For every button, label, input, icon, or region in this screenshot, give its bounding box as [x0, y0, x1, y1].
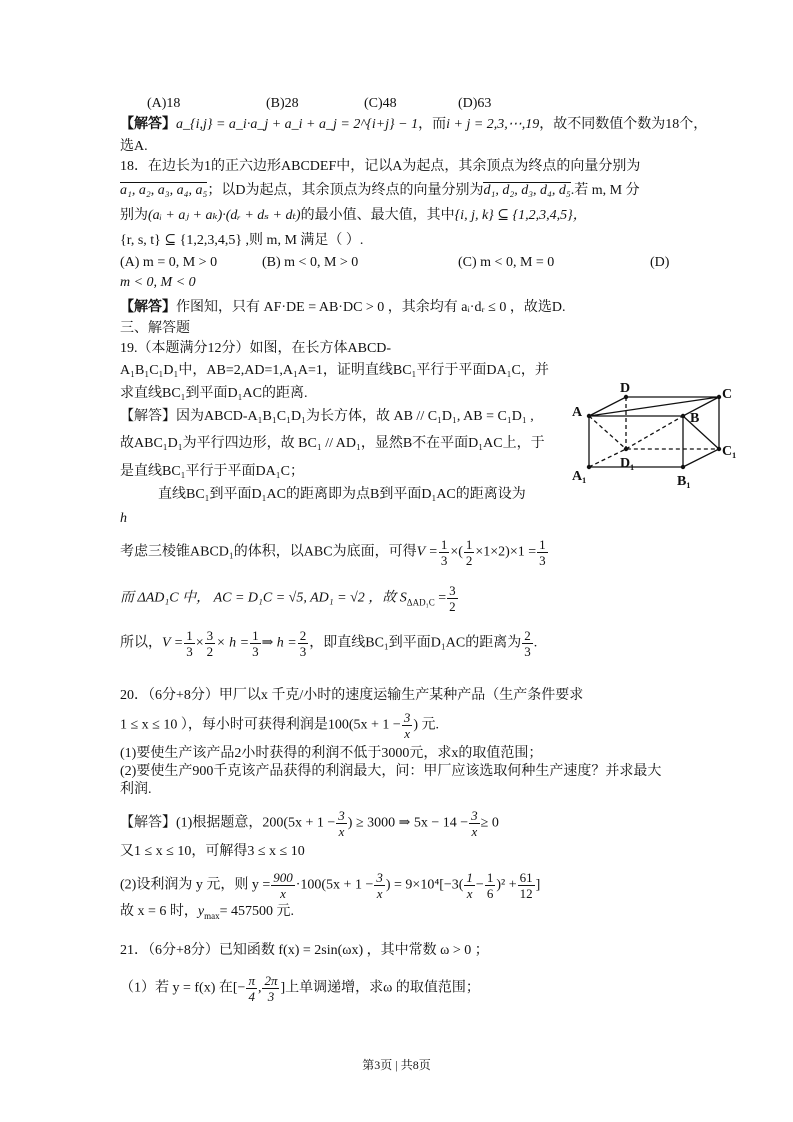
text: 作图知，只有 AF·DE = AB·DC > 0 ，其余均有 aᵢ·dᵣ ≤ 0 ，故选D.	[176, 300, 566, 315]
q19-sol7	[120, 583, 459, 614]
label-b1: B₁	[677, 474, 691, 489]
numerator: 3	[206, 628, 214, 643]
q18-line1: 18．在边长为1的正六边形ABCDEF中，记以A为起点，其余顶点为终点的向量分别为	[120, 159, 641, 174]
fraction	[246, 973, 257, 1004]
q18-option-d-cont: m < 0, M < 0	[120, 275, 196, 290]
fraction	[298, 628, 309, 659]
text: .	[533, 635, 538, 651]
text: ，而	[418, 117, 447, 132]
numerator: 1	[466, 870, 473, 885]
numerator: 1	[486, 870, 494, 885]
q19-line1: 19.（本题满分12分）如图，在长方体ABCD-	[120, 341, 392, 356]
fraction	[439, 537, 450, 568]
q20-sol1	[120, 808, 499, 839]
numerator: 3	[449, 583, 456, 598]
q19-sol1: 【解答】因为ABCD-A₁B₁C₁D₁为长方体，故 AB // C₁D₁, AB = C₁D₁ ,	[120, 409, 534, 424]
denominator: 2	[465, 553, 473, 568]
numerator: 3	[403, 710, 411, 725]
math: ×1×2)×1 =	[475, 544, 537, 560]
q18-line2	[120, 182, 640, 200]
denominator: 2	[206, 644, 214, 659]
math: (aᵢ + aⱼ + aₖ)·(dᵣ + dₛ + dₜ)	[148, 208, 301, 223]
text: ) 元.	[413, 717, 439, 733]
numerator: 2π	[264, 973, 278, 988]
math: y	[197, 904, 205, 919]
label-d1: D₁	[620, 456, 635, 471]
q19-line3: 求直线BC₁到平面D₁AC的距离.	[120, 386, 308, 401]
denominator: 12	[519, 886, 533, 901]
fraction	[205, 628, 216, 659]
denominator: 3	[186, 644, 193, 659]
fraction	[374, 870, 385, 901]
answer-label: 【解答】	[120, 117, 176, 132]
cuboid-figure	[560, 375, 760, 495]
q21-line2	[120, 973, 480, 1004]
q19-sol2: 故ABC₁D₁为平行四边形，故 BC₁ // AD₁，显然B不在平面D₁AC上，于	[120, 436, 545, 451]
fraction	[184, 628, 195, 659]
numerator: π	[248, 973, 255, 988]
denominator: 6	[486, 886, 494, 901]
numerator: 3	[471, 808, 478, 823]
math: 而 ΔAD₁C 中， AC = D₁C = √5, AD₁ = √2 ，故 S	[120, 590, 407, 606]
numerator: 1	[539, 537, 546, 552]
text: ) = 9×10⁴[−3(	[385, 877, 464, 893]
text: 的最小值、最大值，其中	[300, 208, 455, 223]
q18-line4: {r, s, t} ⊆ {1,2,3,4,5} ,则 m, M 满足（ ）.	[120, 233, 364, 248]
denominator: x	[471, 824, 478, 839]
fraction	[518, 870, 535, 901]
text: ≥ 0	[480, 815, 499, 831]
label-d: D	[620, 381, 631, 396]
text: ]上单调递增，求ω 的取值范围；	[280, 980, 480, 996]
q19-sol3: 是直线BC₁平行于平面DA₁C；	[120, 464, 304, 479]
label-c1: C₁	[722, 444, 737, 459]
numerator: 61	[519, 870, 533, 885]
q17-answer-line2: 选A.	[120, 139, 148, 154]
label-a1: A₁	[572, 469, 587, 484]
label-b: B	[690, 411, 700, 426]
text: )² +	[496, 877, 517, 893]
section-heading: 三、解答题	[120, 321, 190, 336]
subscript: max	[204, 910, 220, 921]
fraction	[271, 870, 295, 901]
fraction	[522, 628, 533, 659]
q18-option-b: (B) m < 0, M > 0	[262, 255, 359, 270]
text: 考虑三棱锥ABCD₁的体积，以ABC为底面，可得	[120, 544, 417, 560]
fraction	[464, 870, 475, 901]
text: = 457500 元.	[219, 904, 295, 919]
text: ]	[535, 877, 541, 893]
q18-option-d: (D)	[650, 255, 670, 270]
q18-line3	[120, 207, 587, 225]
text: ，即直线BC₁到平面D₁AC的距离为	[309, 635, 522, 651]
denominator: x	[338, 824, 345, 839]
text: .若 m, M 分	[570, 183, 640, 198]
fraction	[469, 808, 480, 839]
text: ；以D为起点，其余顶点为终点的向量分别为	[207, 183, 484, 198]
q21-line1: 21．（6分+8分）已知函数 f(x) = 2sin(ωx) ，其中常数 ω > 0 ；	[120, 943, 489, 958]
fraction	[485, 870, 496, 901]
numerator: 2	[524, 628, 531, 643]
math: i + j = 2,3,⋯,19	[446, 117, 540, 132]
text: (2)设利润为 y 元，则 y =	[120, 877, 271, 893]
numerator: 2	[299, 628, 307, 643]
denominator: 3	[267, 989, 275, 1004]
q19-sol4: 直线BC₁到平面D₁AC的距离即为点B到平面D₁AC的距离设为	[158, 487, 526, 502]
q18-answer	[120, 299, 565, 317]
numerator: 3	[338, 808, 345, 823]
math: {i, j, k} ⊆ {1,2,3,4,5}，	[454, 208, 587, 223]
q17-option-b: (B)28	[266, 96, 299, 111]
q19-sol6	[120, 537, 549, 568]
denominator: 3	[299, 644, 307, 659]
denominator: 4	[248, 989, 255, 1004]
numerator: 1	[465, 537, 473, 552]
subscript: ΔAD₁C	[406, 597, 435, 608]
page-footer: 第3页 | 共8页	[362, 1058, 431, 1072]
q19-sol8	[120, 628, 537, 659]
numerator: 900	[273, 870, 293, 885]
q19-line2: A₁B₁C₁D₁中，AB=2,AD=1,A₁A=1，证明直线BC₁平行于平面DA₁C，并	[120, 363, 549, 378]
text: ,	[257, 980, 262, 996]
q18-option-c: (C) m < 0, M = 0	[458, 255, 555, 270]
fraction	[250, 628, 261, 659]
vectors-d: d₁, d₂, d₃, d₄, d₅	[483, 183, 571, 198]
denominator: 3	[524, 644, 531, 659]
text: 1 ≤ x ≤ 10 ），每小时可获得利润是100(5x + 1 −	[120, 717, 401, 733]
vectors-a: a₁, a₂, a₃, a₄, a₅	[120, 183, 208, 198]
q17-option-a: (A)18	[147, 96, 181, 111]
math: =	[438, 590, 447, 606]
q18-option-a: (A) m = 0, M > 0	[120, 255, 218, 270]
text: −	[475, 877, 484, 893]
q17-option-c: (C)48	[364, 96, 397, 111]
q20-line4: (2)要使生产900千克该产品获得的利润最大，问：甲厂应该选取何种生产速度？并求最大	[120, 764, 662, 779]
q20-line5: 利润.	[120, 782, 152, 797]
math: ⇒ h =	[261, 635, 297, 651]
text: （1）若 y = f(x) 在[−	[120, 980, 246, 996]
numerator: 1	[252, 628, 259, 643]
numerator: 3	[376, 870, 383, 885]
math: × h =	[216, 635, 250, 651]
fraction	[464, 537, 475, 568]
text: 故 x = 6 时，	[120, 904, 198, 919]
text: ·100(5x + 1 −	[295, 877, 374, 893]
q17-answer	[120, 116, 707, 134]
q20-line3: (1)要使生产该产品2小时获得的利润不低于3000元，求x的取值范围；	[120, 746, 543, 761]
q20-line1: 20．（6分+8分）甲厂以x 千克/小时的速度运输生产某种产品（生产条件要求	[120, 688, 584, 703]
text: 别为	[120, 208, 148, 223]
denominator: 3	[252, 644, 259, 659]
fraction	[262, 973, 279, 1004]
solid-edges	[589, 397, 719, 467]
denominator: x	[280, 886, 286, 901]
denominator: 2	[449, 599, 456, 614]
label-c: C	[722, 387, 733, 402]
text: ) ≥ 3000 ⇒ 5x − 14 −	[347, 815, 469, 831]
q20-sol4	[120, 903, 294, 925]
math: V =	[416, 544, 438, 560]
denominator: 3	[440, 553, 448, 568]
q20-sol3	[120, 870, 540, 901]
denominator: x	[404, 726, 410, 741]
answer-label: 【解答】	[120, 300, 176, 315]
label-a: A	[572, 405, 583, 420]
math: ×(	[450, 544, 463, 560]
denominator: 3	[539, 553, 546, 568]
fraction	[402, 710, 413, 741]
fraction	[447, 583, 458, 614]
math: a_{i,j} = a_i·a_j + a_i + a_j = 2^{i+j} − 1	[176, 117, 419, 132]
text: 【解答】(1)根据题意，200(5x + 1 −	[120, 815, 336, 831]
q19-sol5: h	[120, 511, 127, 526]
fraction	[537, 537, 548, 568]
math: ×	[195, 635, 204, 651]
denominator: x	[376, 886, 383, 901]
numerator: 1	[440, 537, 448, 552]
denominator: x	[466, 886, 473, 901]
text: ，故不同数值个数为18个，	[539, 117, 708, 132]
q20-line2	[120, 710, 439, 741]
numerator: 1	[186, 628, 193, 643]
q20-sol2: 又1 ≤ x ≤ 10，可解得3 ≤ x ≤ 10	[120, 844, 305, 859]
text: 所以，	[120, 635, 162, 651]
q17-option-d: (D)63	[458, 96, 492, 111]
math: V =	[162, 635, 184, 651]
fraction	[336, 808, 347, 839]
